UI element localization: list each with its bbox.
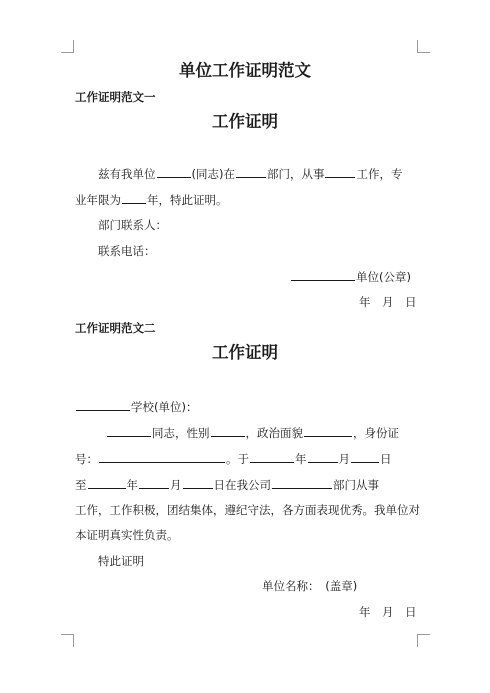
sample2-line2 (75, 450, 392, 467)
text: 同志，性别 (152, 426, 210, 440)
crop-mark-top-left (61, 40, 74, 53)
sample2-line5: 本证明真实性负责。 (75, 528, 179, 542)
text: 年 (126, 478, 138, 492)
sample2-title: 工作证明 (212, 343, 278, 362)
text: 日 (380, 452, 392, 466)
text: 业年限为 (75, 193, 121, 207)
text: 学校(单位)： (131, 400, 198, 414)
blank-field (183, 476, 213, 489)
sample1-heading: 工作证明范文一 (75, 90, 156, 104)
sample1-unit-seal (290, 268, 411, 285)
blank-field (107, 424, 151, 437)
text: 单位(公章) (356, 270, 411, 284)
blank-field (308, 450, 338, 463)
sample1-paragraph-line1 (98, 165, 402, 182)
text: ，政治面貌 (245, 426, 303, 440)
blank-field (351, 450, 379, 463)
crop-mark-bottom-left (61, 634, 74, 647)
crop-mark-top-right (417, 40, 430, 53)
sample1-phone: 联系电话： (98, 244, 156, 258)
text: 部门从事 (333, 478, 379, 492)
blank-field (76, 398, 130, 411)
text: 年 (295, 452, 307, 466)
sample1-contact: 部门联系人： (98, 218, 167, 232)
blank-field (157, 165, 191, 178)
blank-field (250, 450, 294, 463)
text: 部门，从事 (266, 167, 325, 181)
sample2-certification: 特此证明 (98, 554, 144, 568)
text: 月 (170, 478, 182, 492)
sample2-line3 (75, 476, 379, 493)
document-title: 单位工作证明范文 (179, 61, 311, 80)
sample2-school-line (75, 398, 197, 415)
blank-field (304, 424, 352, 437)
sample2-unit-name: 单位名称： (盖章) (262, 579, 358, 593)
blank-field (122, 191, 146, 204)
sample2-date: 年 月 日 (359, 605, 417, 619)
text: 年，特此证明。 (147, 193, 228, 207)
text: 工作，专 (356, 167, 403, 181)
blank-field (211, 424, 245, 437)
text: 月 (338, 452, 350, 466)
sample1-paragraph-line2 (75, 191, 228, 208)
text: 至 (75, 478, 87, 492)
blank-field (139, 476, 169, 489)
sample2-line1 (106, 424, 399, 441)
text: (同志)在 (191, 167, 235, 181)
blank-field (236, 165, 266, 178)
sample1-date: 年 月 日 (359, 295, 417, 309)
text: ，身份证 (353, 426, 399, 440)
text: 兹有我单位 (98, 167, 156, 181)
text: 号： (75, 452, 98, 466)
blank-field (325, 165, 355, 178)
blank-field (99, 450, 225, 463)
sample1-title: 工作证明 (212, 112, 278, 131)
blank-field (291, 268, 355, 281)
sample2-line4: 工作，工作积极，团结集体，遵纪守法，各方面表现优秀。我单位对 (75, 503, 420, 517)
blank-field (272, 476, 332, 489)
blank-field (88, 476, 126, 489)
sample2-heading: 工作证明范文二 (75, 321, 156, 335)
text: 日在我公司 (213, 478, 271, 492)
text: 。于 (226, 452, 249, 466)
crop-mark-bottom-right (417, 634, 430, 647)
